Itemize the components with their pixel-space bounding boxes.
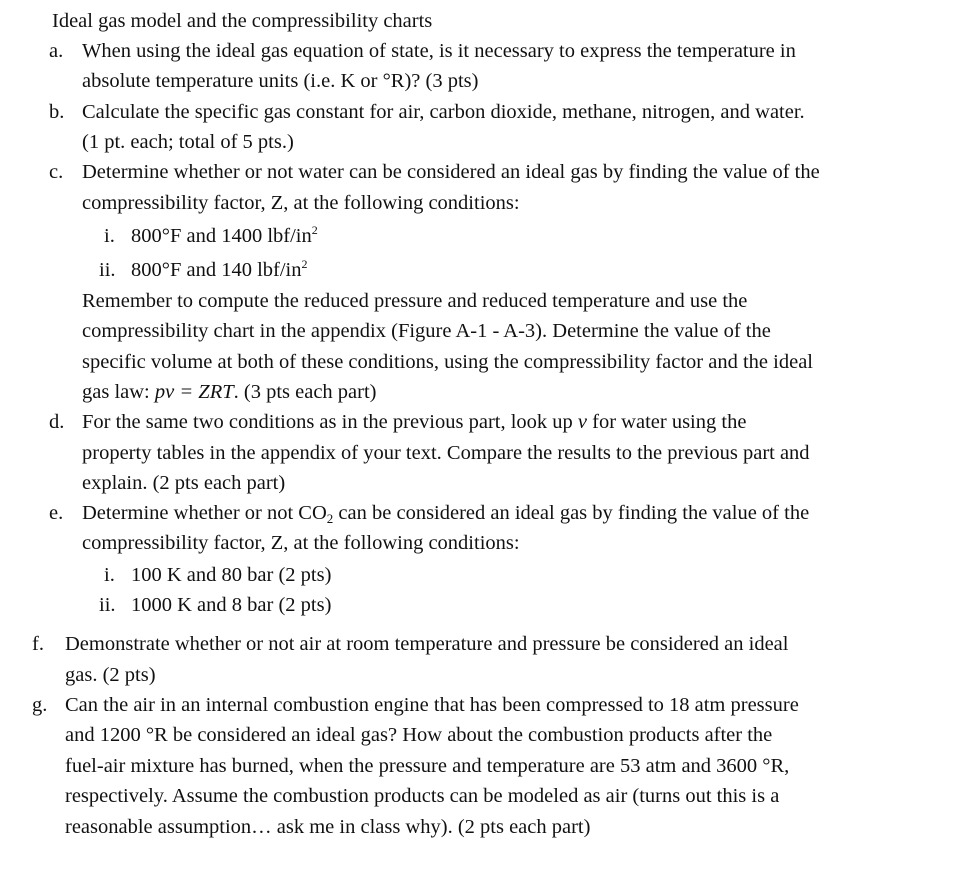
item-c-note-line-2: compressibility chart in the appendix (Figure A-1 - A-3). Determine the value of the bbox=[82, 320, 771, 342]
item-d-line-1-prefix: For the same two conditions as in the previous part, look up bbox=[82, 411, 578, 433]
item-e-sub-i: 100 K and 80 bar (2 pts) bbox=[131, 564, 332, 586]
item-c-sub-i-text: 800°F and 1400 lbf/in bbox=[131, 225, 312, 247]
item-c-line-2: compressibility factor, Z, at the following conditions: bbox=[82, 192, 520, 214]
item-g-line-5: reasonable assumption… ask me in class why). (2 pts each part) bbox=[65, 816, 591, 838]
item-c-sub-i-label: i. bbox=[104, 225, 115, 247]
item-e-line-1-suffix: can be considered an ideal gas by finding the value of the bbox=[333, 502, 810, 524]
item-g-line-4: respectively. Assume the combustion products can be modeled as air (turns out this is a bbox=[65, 785, 780, 807]
gas-law-prefix: gas law: bbox=[82, 381, 155, 403]
item-b-line-1: Calculate the specific gas constant for air, carbon dioxide, methane, nitrogen, and water. bbox=[82, 101, 805, 123]
item-e-line-1-prefix: Determine whether or not CO bbox=[82, 502, 327, 524]
item-c-note-line-3: specific volume at both of these conditions, using the compressibility factor and the ideal bbox=[82, 351, 813, 373]
item-c-note-line-4 bbox=[82, 377, 377, 408]
item-e-line-1 bbox=[82, 498, 809, 529]
item-g-line-2: and 1200 °R be considered an ideal gas? How about the combustion products after the bbox=[65, 724, 773, 746]
item-b-line-2: (1 pt. each; total of 5 pts.) bbox=[82, 131, 294, 153]
item-e-sub-i-label: i. bbox=[104, 564, 115, 586]
item-b-label: b. bbox=[49, 101, 65, 123]
item-c-note-line-1: Remember to compute the reduced pressure and reduced temperature and use the bbox=[82, 290, 748, 312]
item-c-sub-ii-label: ii. bbox=[99, 259, 116, 281]
item-e-line-2: compressibility factor, Z, at the following conditions: bbox=[82, 532, 520, 554]
specific-volume-symbol: v bbox=[577, 411, 588, 433]
page-title: Ideal gas model and the compressibility charts bbox=[52, 10, 433, 32]
item-c-label: c. bbox=[49, 161, 64, 183]
item-d-line-1-suffix: for water using the bbox=[587, 411, 747, 433]
item-d-line-2: property tables in the appendix of your text. Compare the results to the previous part and bbox=[82, 442, 810, 464]
item-c-sub-i-sup: 2 bbox=[311, 223, 318, 237]
item-g-line-3: fuel-air mixture has burned, when the pressure and temperature are 53 atm and 3600 °R, bbox=[65, 755, 790, 777]
item-c-sub-ii-text: 800°F and 140 lbf/in bbox=[131, 259, 302, 281]
item-a-line-1: When using the ideal gas equation of state, is it necessary to express the temperature in bbox=[82, 40, 796, 62]
item-d-label: d. bbox=[49, 411, 65, 433]
item-e-sub-ii: 1000 K and 8 bar (2 pts) bbox=[131, 594, 332, 616]
item-g-line-1: Can the air in an internal combustion engine that has been compressed to 18 atm pressure bbox=[65, 694, 799, 716]
item-d-line-1 bbox=[82, 407, 746, 438]
item-a-label: a. bbox=[49, 40, 64, 62]
item-g-label: g. bbox=[32, 694, 48, 716]
item-c-sub-ii bbox=[131, 255, 308, 286]
item-e-sub-ii-label: ii. bbox=[99, 594, 116, 616]
item-c-sub-ii-sup: 2 bbox=[301, 257, 308, 271]
gas-law-equation: pv = ZRT bbox=[154, 381, 234, 403]
co2-subscript: 2 bbox=[326, 511, 334, 526]
gas-law-suffix: . (3 pts each part) bbox=[233, 381, 377, 403]
item-f-label: f. bbox=[32, 633, 44, 655]
item-c-line-1: Determine whether or not water can be considered an ideal gas by finding the value of the bbox=[82, 161, 820, 183]
item-a-line-2: absolute temperature units (i.e. K or °R)? (3 pts) bbox=[82, 70, 479, 92]
item-e-label: e. bbox=[49, 502, 64, 524]
item-f-line-2: gas. (2 pts) bbox=[65, 664, 156, 686]
item-c-sub-i bbox=[131, 221, 318, 252]
item-d-line-3: explain. (2 pts each part) bbox=[82, 472, 286, 494]
item-f-line-1: Demonstrate whether or not air at room temperature and pressure be considered an ideal bbox=[65, 633, 789, 655]
